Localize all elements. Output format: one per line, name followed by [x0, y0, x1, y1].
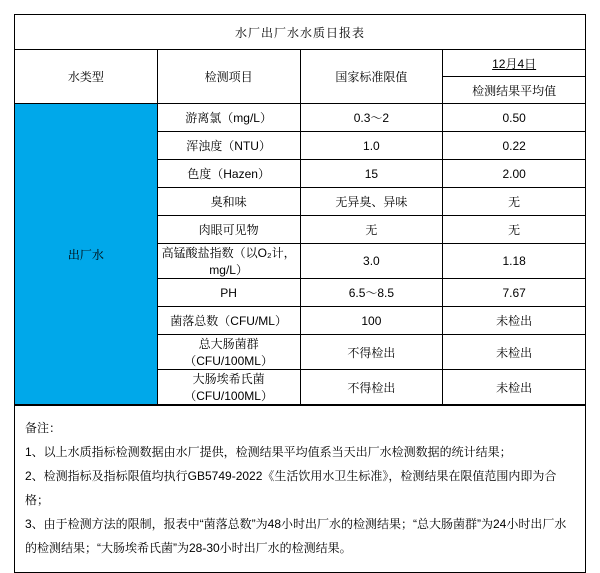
row-result: 未检出: [443, 370, 586, 405]
table-title-row: [15, 15, 586, 50]
header-national-standard: 国家标准限值: [300, 50, 443, 104]
row-standard: 无异臭、异味: [300, 188, 443, 216]
row-result: 2.00: [443, 160, 586, 188]
row-result: 0.22: [443, 132, 586, 160]
row-result: 7.67: [443, 279, 586, 307]
row-result: 0.50: [443, 104, 586, 132]
row-item: PH: [157, 279, 300, 307]
row-standard: 0.3～2: [300, 104, 443, 132]
header-test-item: 检测项目: [157, 50, 300, 104]
row-item: 高锰酸盐指数（以O₂计，mg/L）: [157, 244, 300, 279]
row-item: 臭和味: [157, 188, 300, 216]
row-standard: 15: [300, 160, 443, 188]
row-standard: 无: [300, 216, 443, 244]
water-type-value: 出厂水: [15, 104, 158, 405]
header-result-average: 检测结果平均值: [443, 77, 586, 104]
row-result: 无: [443, 216, 586, 244]
row-item: 总大肠菌群（CFU/100ML）: [157, 335, 300, 370]
row-item: 肉眼可见物: [157, 216, 300, 244]
header-date: 12月4日: [443, 50, 586, 77]
row-item: 浑浊度（NTU）: [157, 132, 300, 160]
water-quality-table: [14, 14, 586, 405]
row-standard: 不得检出: [300, 335, 443, 370]
note-line-3: 3、由于检测方法的限制，报表中“菌落总数”为48小时出厂水的检测结果；“总大肠菌群”为24小时出厂水的检测结果；“大肠埃希氏菌”为28-30小时出厂水的检测结果。: [25, 517, 567, 555]
row-standard: 3.0: [300, 244, 443, 279]
row-item: 菌落总数（CFU/ML）: [157, 307, 300, 335]
row-result: 未检出: [443, 307, 586, 335]
notes-label: 备注：: [25, 421, 62, 435]
row-result: 1.18: [443, 244, 586, 279]
row-standard: 100: [300, 307, 443, 335]
row-standard: 1.0: [300, 132, 443, 160]
note-line-2: 2、检测指标及指标限值均执行GB5749-2022《生活饮用水卫生标准》，检测结果在限值范围内即为合格；: [25, 469, 557, 507]
row-item: 色度（Hazen）: [157, 160, 300, 188]
row-result: 未检出: [443, 335, 586, 370]
note-line-1: 1、以上水质指标检测数据由水厂提供，检测结果平均值系当天出厂水检测数据的统计结果；: [25, 445, 512, 459]
row-result: 无: [443, 188, 586, 216]
row-item: 游离氯（mg/L）: [157, 104, 300, 132]
table-row: [15, 104, 586, 132]
table-header-row-1: [15, 50, 586, 77]
row-standard: 6.5～8.5: [300, 279, 443, 307]
row-standard: 不得检出: [300, 370, 443, 405]
page-title: 水厂出厂水水质日报表: [15, 15, 586, 50]
notes-section: [14, 405, 586, 573]
header-water-type: 水类型: [15, 50, 158, 104]
row-item: 大肠埃希氏菌（CFU/100ML）: [157, 370, 300, 405]
